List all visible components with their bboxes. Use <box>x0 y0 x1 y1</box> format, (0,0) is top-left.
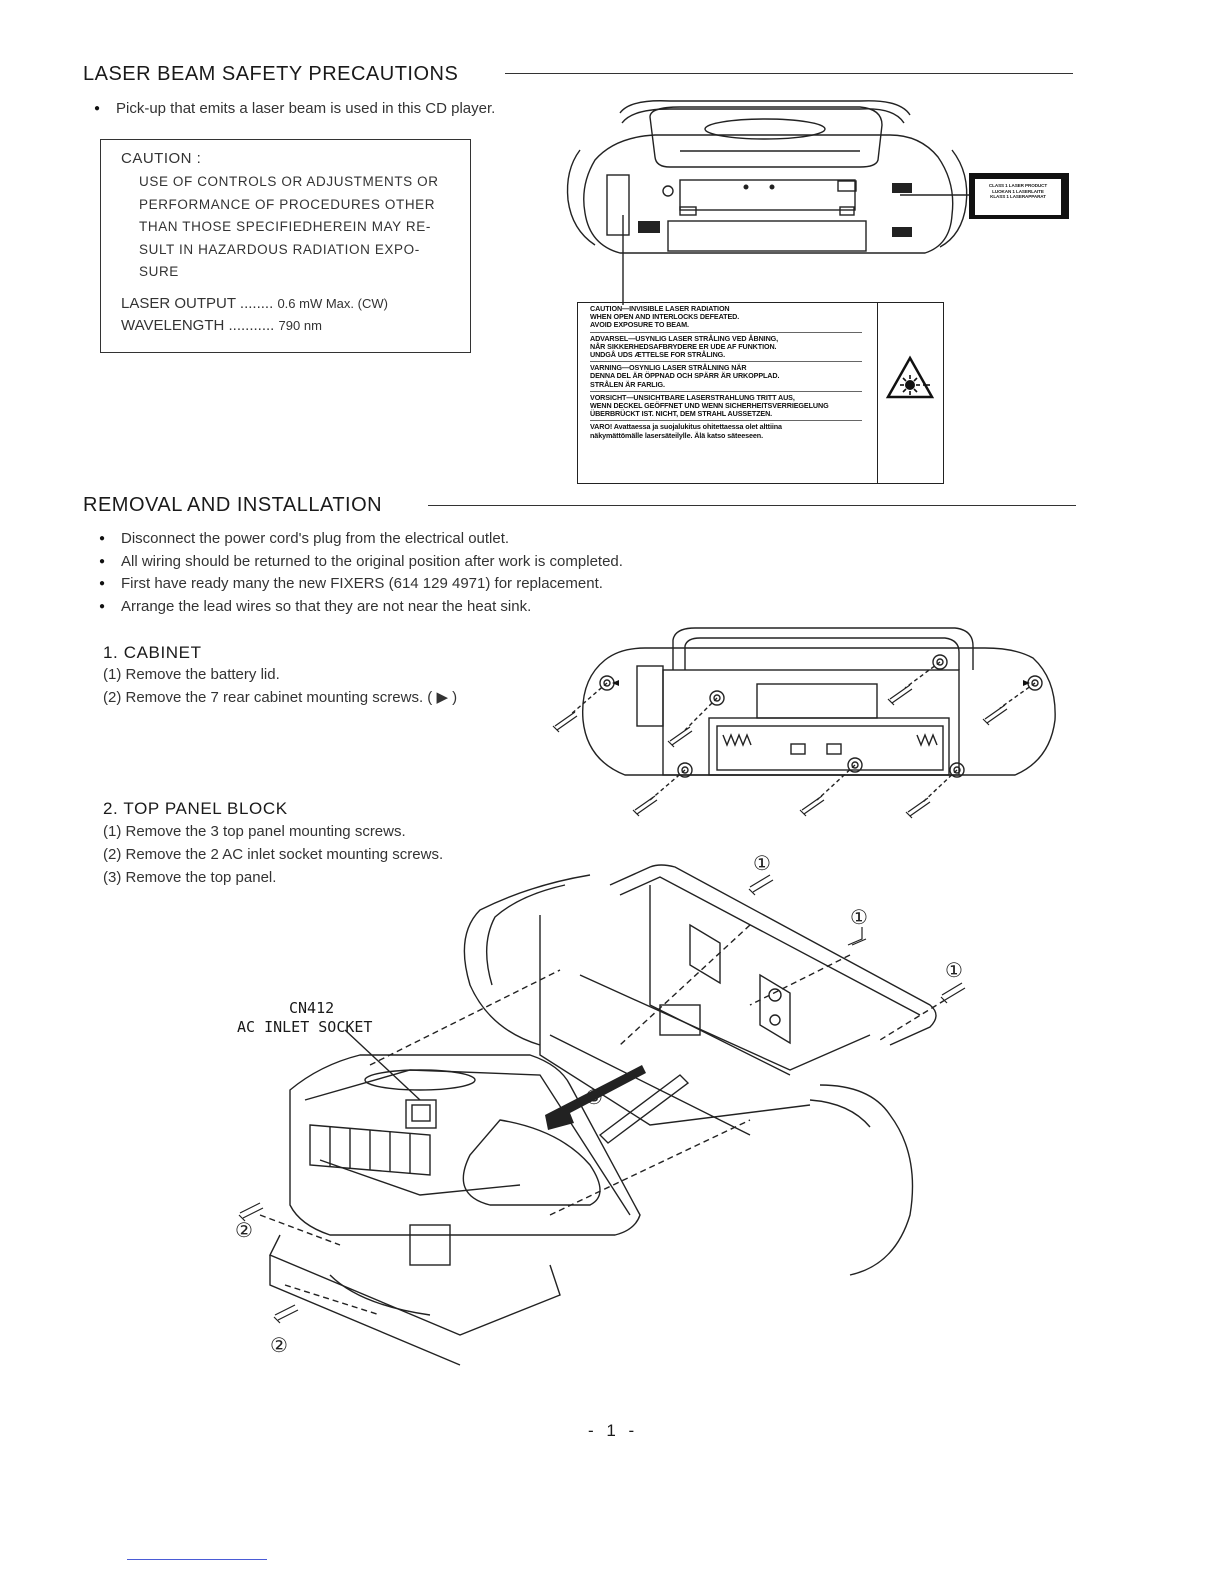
warning-da: ADVARSEL—USYNLIG LASER STRÅLING VED ÅBNING, <box>590 333 779 343</box>
caution-line: SULT IN HAZARDOUS RADIATION EXPO- <box>139 241 420 257</box>
warning-en: CAUTION—INVISIBLE LASER RADIATION <box>590 304 730 313</box>
top-panel-step: (3) Remove the top panel. <box>103 869 277 886</box>
warning-de: VORSICHT—UNSICHTBARE LASERSTRAHLUNG TRITT AUS, <box>590 392 795 402</box>
ac-inlet-socket-label: AC INLET SOCKET <box>237 1018 373 1036</box>
caution-title: CAUTION : <box>121 150 202 167</box>
warning-en: AVOID EXPOSURE TO BEAM. <box>590 320 689 330</box>
top-panel-title: 2. TOP PANEL BLOCK <box>103 799 288 818</box>
warning-de: WENN DECKEL GEÖFFNET UND WENN SICHERHEITSVERRIEGELUNG <box>590 401 829 411</box>
removal-bullet: ● Disconnect the power cord's plug from the electrical outlet. <box>121 530 509 547</box>
caution-line: PERFORMANCE OF PROCEDURES OTHER <box>139 196 436 212</box>
class-label-line: LUOKAN 1 LASERLAITE <box>992 188 1044 194</box>
removal-bullet: ● Arrange the lead wires so that they are not near the heat sink. <box>121 598 531 615</box>
class-label-line: KLASS 1 LASERAPPARAT <box>990 194 1046 200</box>
laser-bullet: ● Pick-up that emits a laser beam is used in this CD player. <box>116 100 495 117</box>
laser-symbol-panel <box>876 302 944 484</box>
laser-output-row <box>121 295 388 312</box>
wavelength-row <box>121 317 322 334</box>
caution-line: SURE <box>139 264 179 279</box>
caution-line: USE OF CONTROLS OR ADJUSTMENTS OR <box>139 174 439 189</box>
wavelength-value: 790 nm <box>278 318 322 333</box>
page-number: - 1 - <box>588 1421 639 1440</box>
caution-box <box>100 139 471 353</box>
laser-output-label: LASER OUTPUT ........ <box>121 295 274 312</box>
warning-da: UNDGÅ UDS ÆTTELSE FOR STRÅLING. <box>590 350 726 360</box>
cabinet-rear-illustration <box>545 620 1070 820</box>
wavelength-label: WAVELENGTH ........... <box>121 317 275 334</box>
laser-section-title: LASER BEAM SAFETY PRECAUTIONS <box>83 63 459 85</box>
class-label <box>969 173 1069 219</box>
laser-warning-label <box>577 302 878 484</box>
class-label-line: CLASS 1 LASER PRODUCT <box>988 183 1048 188</box>
top-panel-step: (2) Remove the 2 AC inlet socket mounting screws. <box>103 846 444 863</box>
title-rule <box>505 73 1073 74</box>
connector-label: CN412 <box>289 999 335 1017</box>
callout-1: ① <box>753 853 771 875</box>
caution-line: THAN THOSE SPECIFIEDHEREIN MAY RE- <box>139 219 431 234</box>
warning-da: NÅR SIKKERHEDSAFBRYDERE ER UDE AF FUNKTION. <box>590 341 777 351</box>
removal-bullet: ● First have ready many the new FIXERS (614 129 4971) for replacement. <box>121 575 603 592</box>
callout-1: ① <box>945 960 963 982</box>
callout-1: ① <box>850 907 868 929</box>
laser-hazard-icon <box>885 355 935 400</box>
title-rule <box>428 505 1076 506</box>
warning-fi: näkymättömälle lasersäteilylle. Älä katso säteeseen. <box>590 430 763 440</box>
callout-2: ② <box>270 1335 288 1357</box>
warning-sv: STRÅLEN ÄR FARLIG. <box>590 379 665 389</box>
caution-text <box>139 171 464 284</box>
top-panel-step: (1) Remove the 3 top panel mounting screws. <box>103 823 406 840</box>
cabinet-step: (2) Remove the 7 rear cabinet mounting screws. ( ▶ ) <box>103 689 458 706</box>
warning-en: WHEN OPEN AND INTERLOCKS DEFEATED. <box>590 312 740 322</box>
cabinet-title: 1. CABINET <box>103 643 202 662</box>
cabinet-step: (1) Remove the battery lid. <box>103 666 280 683</box>
laser-output-value: 0.6 mW Max. (CW) <box>277 296 388 311</box>
warning-fi: VARO! Avattaessa ja suojalukitus ohitettaessa olet alttiina <box>590 422 782 432</box>
callout-3: ③ <box>585 1087 603 1109</box>
bottom-link-rule <box>127 1559 267 1560</box>
removal-bullet: ● All wiring should be returned to the original position after work is completed. <box>121 553 623 570</box>
warning-sv: VARNING—OSYNLIG LASER STRÅLNING NÄR <box>590 363 747 373</box>
warning-sv: DENNA DEL ÄR ÖPPNAD OCH SPÄRR ÄR URKOPPLAD. <box>590 371 780 381</box>
removal-section-title: REMOVAL AND INSTALLATION <box>83 494 383 516</box>
top-panel-exploded-illustration <box>230 855 1070 1375</box>
warning-de: ÜBERBRÜCKT IST. NICHT, DEM STRAHL AUSSETZEN. <box>590 409 773 419</box>
callout-2: ② <box>235 1220 253 1242</box>
